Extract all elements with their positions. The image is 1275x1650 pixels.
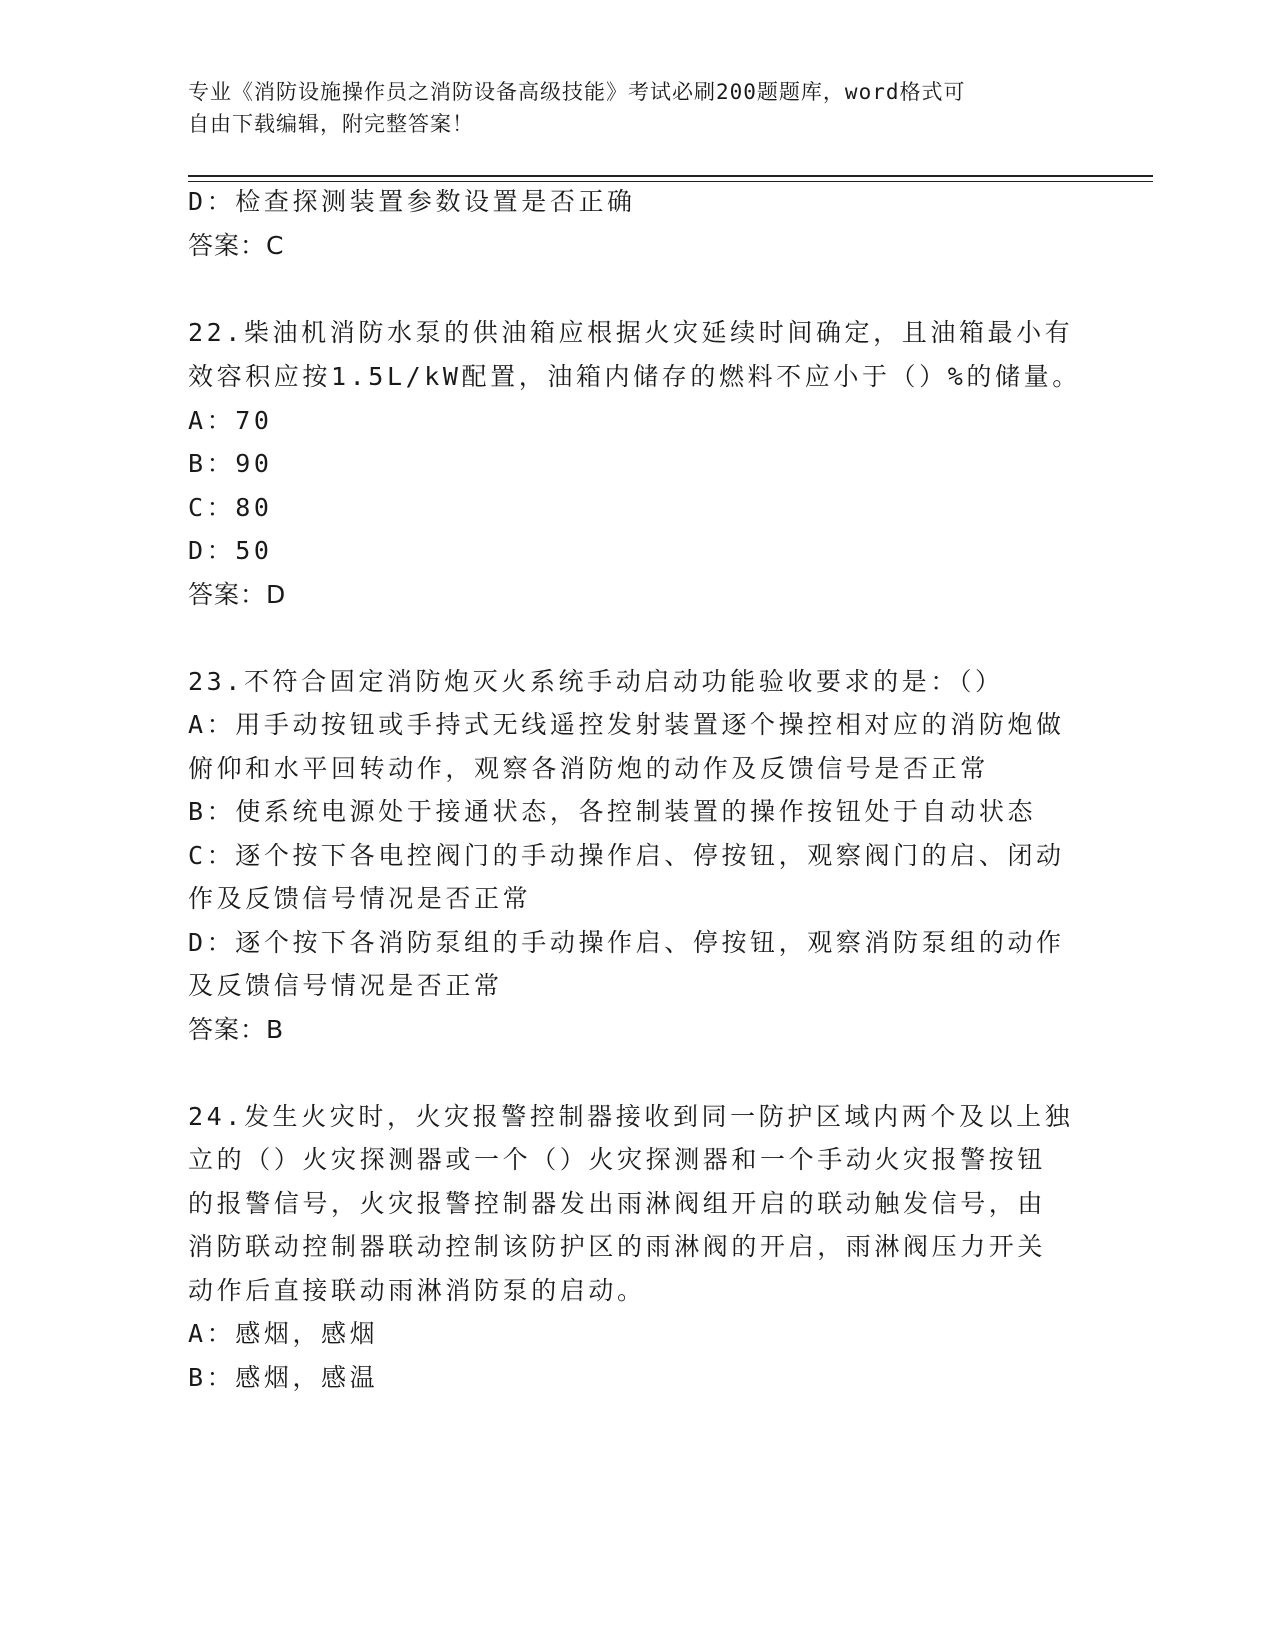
q24-option-a: A：感烟，感烟 bbox=[188, 1319, 379, 1348]
q22-answer: 答案：D bbox=[188, 580, 287, 609]
header-divider-thin bbox=[188, 181, 1153, 182]
q23-stem-line-1: 23.不符合固定消防炮灭火系统手动启动功能验收要求的是：（） bbox=[188, 667, 1004, 696]
q23-option-b: B：使系统电源处于接通状态，各控制装置的操作按钮处于自动状态 bbox=[188, 797, 1037, 826]
q22-option-d: D：50 bbox=[188, 536, 273, 565]
q23-answer: 答案：B bbox=[188, 1015, 285, 1044]
q23-option-c-line-1: C：逐个按下各电控阀门的手动操作启、停按钮，观察阀门的启、闭动 bbox=[188, 841, 1065, 870]
q24-stem-line-3: 的报警信号，火灾报警控制器发出雨淋阀组开启的联动触发信号，由 bbox=[188, 1189, 1047, 1218]
header-title-line-2: 自由下载编辑，附完整答案！ bbox=[188, 112, 474, 136]
page-header bbox=[188, 76, 1088, 140]
header-title-line-1: 专业《消防设施操作员之消防设备高级技能》考试必刷200题题库，word格式可 bbox=[188, 80, 966, 104]
q22-stem-line-1: 22.柴油机消防水泵的供油箱应根据火灾延续时间确定，且油箱最小有 bbox=[188, 318, 1074, 347]
prev-option-d: D：检查探测装置参数设置是否正确 bbox=[188, 187, 636, 216]
q23-option-a-line-1: A：用手动按钮或手持式无线遥控发射装置逐个操控相对应的消防炮做 bbox=[188, 710, 1065, 739]
q24-stem-line-4: 消防联动控制器联动控制该防护区的雨淋阀的开启，雨淋阀压力开关 bbox=[188, 1232, 1047, 1261]
q24-stem-line-2: 立的（）火灾探测器或一个（）火灾探测器和一个手动火灾报警按钮 bbox=[188, 1145, 1047, 1174]
prev-answer: 答案：C bbox=[188, 231, 285, 260]
q23-option-a-line-2: 俯仰和水平回转动作，观察各消防炮的动作及反馈信号是否正常 bbox=[188, 754, 989, 783]
q22-option-a: A：70 bbox=[188, 406, 273, 435]
q22-stem-line-2: 效容积应按1.5L/kW配置，油箱内储存的燃料不应小于（）%的储量。 bbox=[188, 362, 1081, 391]
q22-option-b: B：90 bbox=[188, 449, 273, 478]
q24-option-b: B：感烟，感温 bbox=[188, 1363, 379, 1392]
header-divider-thick bbox=[188, 175, 1153, 177]
q22-option-c: C：80 bbox=[188, 493, 273, 522]
q24-stem-line-5: 动作后直接联动雨淋消防泵的启动。 bbox=[188, 1276, 646, 1305]
q24-stem-line-1: 24.发生火灾时，火灾报警控制器接收到同一防护区域内两个及以上独 bbox=[188, 1102, 1074, 1131]
q23-option-d-line-2: 及反馈信号情况是否正常 bbox=[188, 971, 503, 1000]
q23-option-d-line-1: D：逐个按下各消防泵组的手动操作启、停按钮，观察消防泵组的动作 bbox=[188, 928, 1065, 957]
q23-option-c-line-2: 作及反馈信号情况是否正常 bbox=[188, 884, 532, 913]
